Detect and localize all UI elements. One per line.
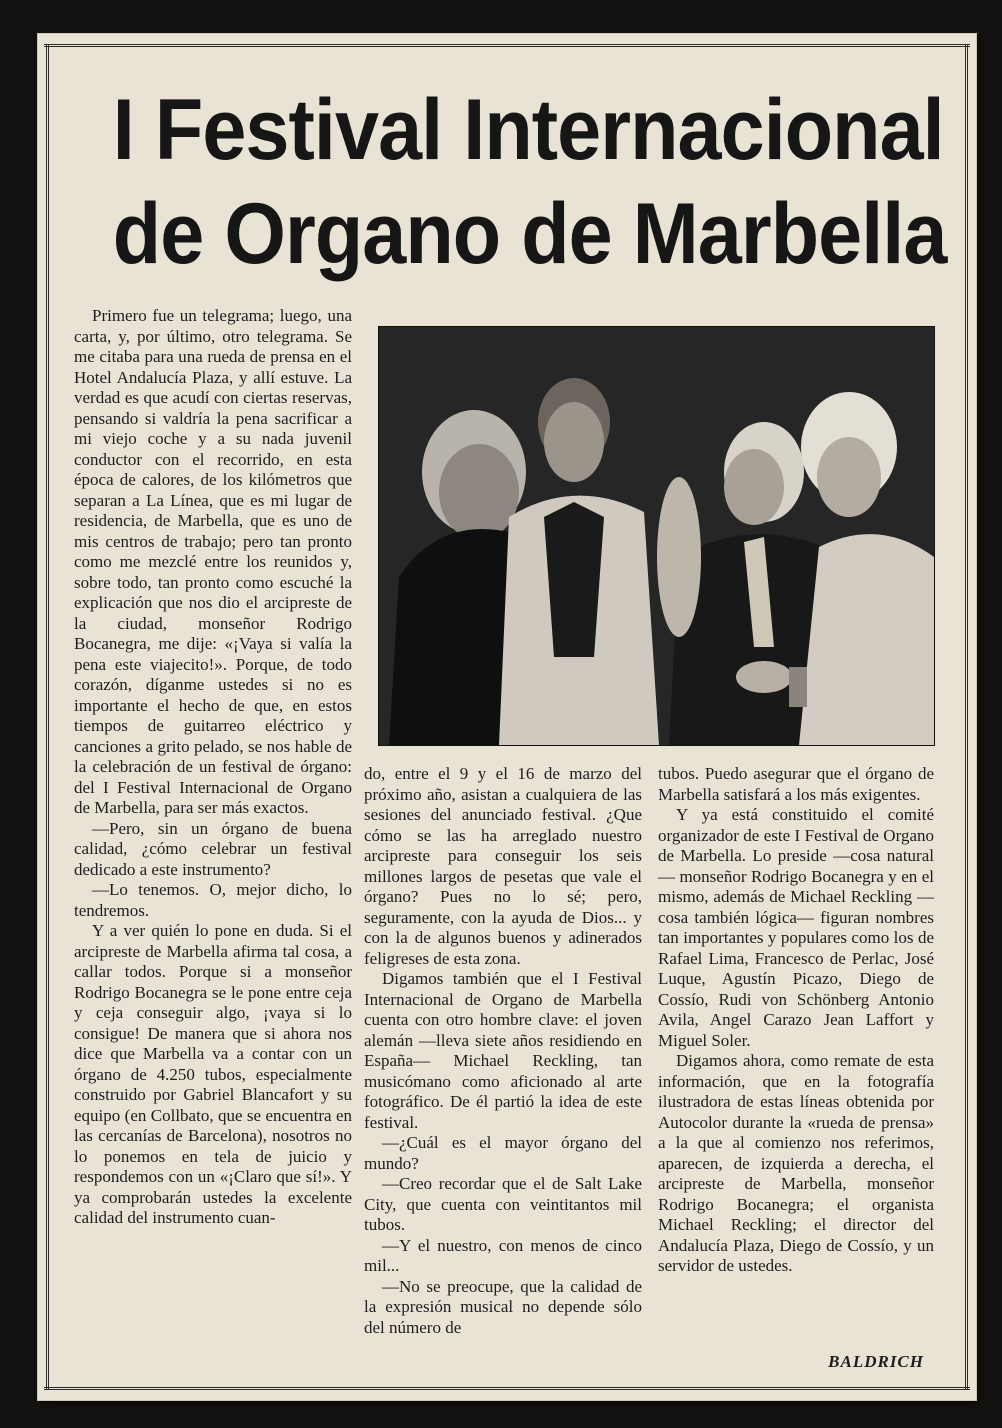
paragraph: do, entre el 9 y el 16 de marzo del próximo año, asistan a cualquiera de las sesiones del anunciado festival. ¿Que cómo se las ha arreglado nuestro arcipreste para conseguir los seis millones largos de pesetas que vale el órgano? Pues no lo sé; pero, seguramente, con la ayuda de Dios... y con la de algunos buenos y adinerados feligreses de esta zona. xyxy=(364,764,642,968)
paragraph: —No se preocupe, que la calidad de la expresión musical no depende sólo del número de xyxy=(364,1276,642,1337)
paragraph: —¿Cuál es el mayor órgano del mundo? xyxy=(364,1133,642,1173)
press-photo xyxy=(378,326,935,746)
paragraph: —Y el nuestro, con menos de cinco mil... xyxy=(364,1235,642,1275)
article-column-2 xyxy=(364,764,642,1338)
article-column-3 xyxy=(658,764,934,1277)
frame-border-right xyxy=(961,44,968,1390)
article-column-1 xyxy=(74,306,352,1229)
paragraph: Y a ver quién lo pone en duda. Si el arcipreste de Marbella afirma tal cosa, a callar todos. Porque si a monseñor Rodrigo Bocanegra se le pone entre ceja y ceja conseguir algo, ¡vaya si lo consigue! De manera que si ahora nos dice que Marbella va a contar con un órgano de 4.250 tubos, especialmente construido por Gabriel Blancafort y su equipo (en Collbato, que se encuentra en las cercanías de Barcelona), nosotros no lo ponemos en tela de juicio y respondemos con un «¡Claro que sí!». Y ya comprobarán ustedes la excelente calidad del instrumento cuan- xyxy=(74,921,352,1227)
paragraph: —Creo recordar que el de Salt Lake City, que cuenta con veintitantos mil tubos. xyxy=(364,1174,642,1234)
headline-line-1: I Festival Internacional xyxy=(112,82,944,178)
paragraph: Digamos ahora, como remate de esta información, que en la fotografía ilustradora de estas líneas obtenida por Autocolor durante la «rueda de prensa» a la que al comienzo nos referimos, aparecen, de izquierda a derecha, el arcipreste de Marbella, monseñor Rodrigo Bocanegra; el organista Michael Reckling; el director del Andalucía Plaza, Diego de Cossío, y un servidor de ustedes. xyxy=(658,1051,934,1275)
paragraph: Digamos también que el I Festival Internacional de Organo de Marbella cuenta con otro hombre clave: el joven alemán —lleva siete años residiendo en España— Michael Reckling, tan musicómano como aficionado al arte fotográfico. De él partió la idea de este festival. xyxy=(364,969,642,1132)
press-photo-group-icon xyxy=(379,327,934,745)
frame-border-left xyxy=(46,44,53,1390)
paragraph: tubos. Puedo asegurar que el órgano de Marbella satisfará a los más exigentes. xyxy=(658,764,934,804)
byline: BALDRICH xyxy=(828,1352,924,1371)
headline-line-2: de Organo de Marbella xyxy=(112,186,947,282)
headline xyxy=(112,78,947,286)
paragraph: Y ya está constituido el comité organizador de este I Festival de Organo de Marbella. Lo preside —cosa natural— monseñor Rodrigo Bocanegra y en el mismo, además de Michael Reckling —cosa también lógica— figuran nombres tan importantes y populares como los de Rafael Lima, Francesco de Perlac, José Luque, Agustín Picazo, Diego de Cossío, Rudi von Schönberg Antonio Avila, Angel Carazo Jean Laffort y Miguel Soler. xyxy=(658,805,934,1050)
frame-border-bottom xyxy=(44,1381,970,1390)
newspaper-clipping xyxy=(38,34,976,1400)
frame-border-top xyxy=(44,44,970,53)
paragraph: Primero fue un telegrama; luego, una carta, y, por último, otro telegrama. Se me citaba para una rueda de prensa en el Hotel Andalucía Plaza, y allí estuve. La verdad es que acudí con ciertas reservas, pensando si valdría la pena sacrificar a mi viejo coche y a su nada juvenil conductor con el recorrido, en esta época de calores, de los kilómetros que separan a La Línea, que es mi lugar de residencia, de Marbella, que es uno de mis centros de trabajo; pero tan pronto como me mezclé entre los reunidos y, sobre todo, tan pronto como escuché la explicación que nos dio el arcipreste de la ciudad, monseñor Rodrigo Bocanegra, me dije: «¡Vaya si valía la pena este viajecito!». Porque, de todo corazón, díganme ustedes si no es importante el hecho de que, en estos tiempos de guitarreo eléctrico y canciones a grito pelado, se nos hable de la celebración de un festival de órgano: del I Festival Internacional de Organo de Marbella, para ser más exactos. xyxy=(74,306,352,817)
paragraph: —Pero, sin un órgano de buena calidad, ¿cómo celebrar un festival dedicado a este instrumento? xyxy=(74,818,352,879)
paragraph: —Lo tenemos. O, mejor dicho, lo tendremos. xyxy=(74,880,352,920)
